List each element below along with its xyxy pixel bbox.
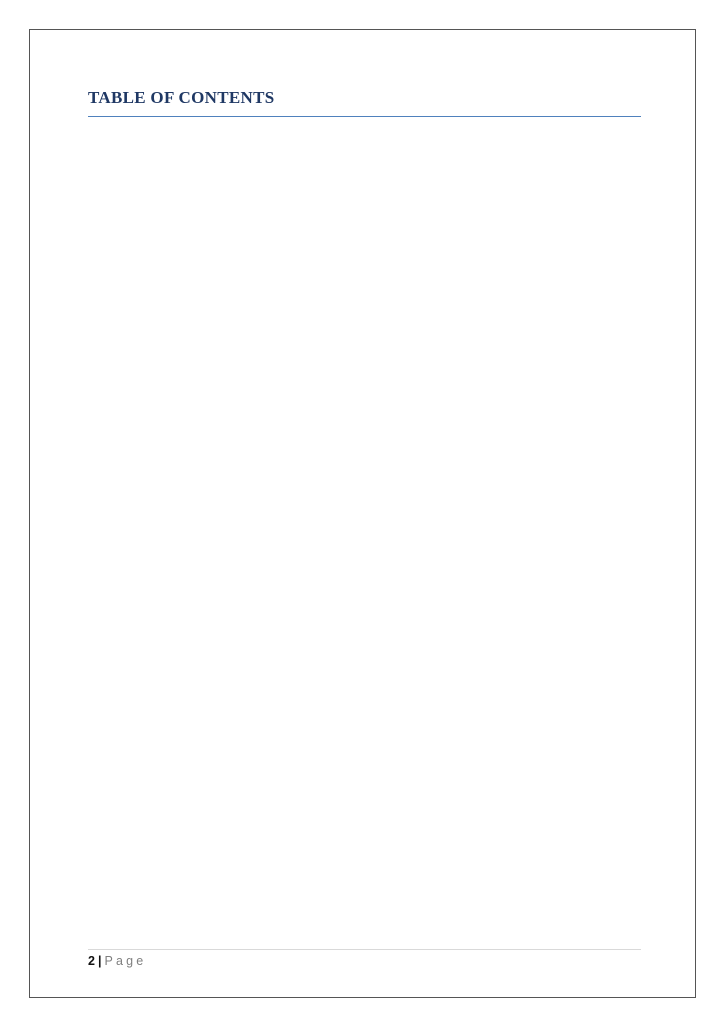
- footer-page-label: Page: [104, 954, 147, 968]
- heading-underline: [88, 116, 641, 117]
- footer-page-number: 2: [88, 954, 95, 968]
- page-border: [29, 29, 696, 998]
- page-footer: [88, 954, 146, 968]
- footer-divider: [88, 949, 641, 950]
- toc-heading: TABLE OF CONTENTS: [88, 88, 275, 107]
- footer-separator: |: [97, 954, 102, 968]
